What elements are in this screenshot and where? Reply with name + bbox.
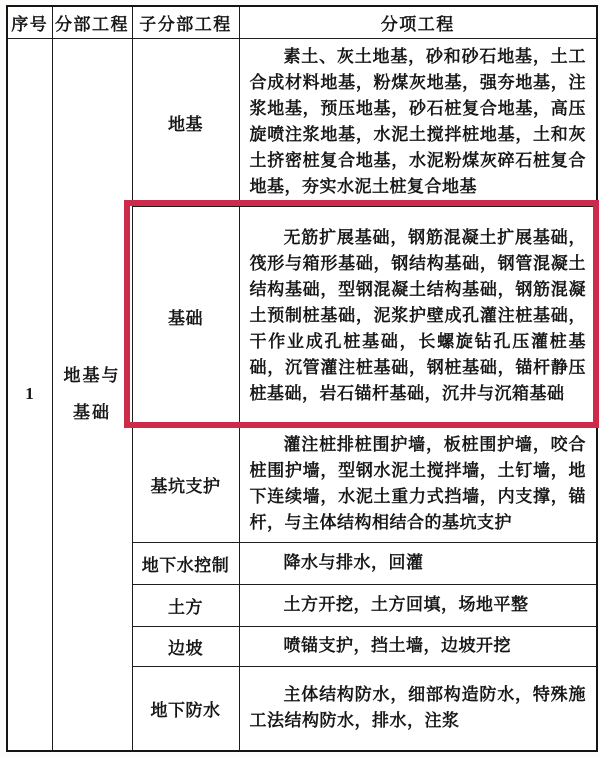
- header-division-work: 分部工程: [52, 6, 132, 38]
- table-header-row: [7, 6, 597, 38]
- header-serial-number: 序号: [7, 6, 52, 38]
- header-itemized-work: 分项工程: [239, 6, 597, 38]
- itemized-work-text: 喷锚支护，挡土墙，边坡开挖: [283, 636, 511, 655]
- itemized-work-cell: [239, 206, 597, 426]
- itemized-work-text: 灌注桩排桩围护墙，板桩围护墙，咬合桩围护墙，型钢水泥土搅拌墙，土钉墙，地下连续墙，水泥土重力式挡墙，内支撑，锚杆，与主体结构相结合的基坑支护: [249, 435, 586, 532]
- sub-division-label-diji: 地基: [132, 38, 239, 206]
- itemized-work-cell: [239, 666, 597, 751]
- sub-division-label-tufang: 土方: [132, 584, 239, 626]
- sub-division-label-dixiashuikongzhi: 地下水控制: [132, 542, 239, 584]
- itemized-work-text: 无筋扩展基础，钢筋混凝土扩展基础，筏形与箱形基础，钢结构基础，钢管混凝土结构基础，型钢混凝土结构基础，钢筋混凝土预制桩基础，泥浆护壁成孔灌注桩基础，干作业成孔桩基础，长螺旋钻孔压灌桩基础，沉管灌注桩基础，钢桩基础，锚杆静压桩基础，岩石锚杆基础，沉井与沉箱基础: [249, 228, 586, 403]
- table-row: [7, 38, 597, 206]
- itemized-work-cell: [239, 38, 597, 206]
- itemized-work-text: 素土、灰土地基，砂和砂石地基，土工合成材料地基，粉煤灰地基，强夯地基，注浆地基，预压地基，砂石桩复合地基，高压旋喷注浆地基，水泥土搅拌桩地基，土和灰土挤密桩复合地基，水泥粉煤灰碎石桩复合地基，夯实水泥土桩复合地基: [249, 47, 586, 196]
- itemized-work-text: 土方开挖，土方回填，场地平整: [283, 595, 529, 614]
- sub-division-label-dixiafangshui: 地下防水: [132, 666, 239, 751]
- division-work-table: [6, 5, 598, 752]
- division-work-line: 地基与: [63, 365, 121, 385]
- sub-division-label-jichu: 基础: [132, 206, 239, 426]
- itemized-work-cell: [239, 626, 597, 666]
- itemized-work-cell: [239, 542, 597, 584]
- sub-division-label-jikeng: 基坑支护: [132, 426, 239, 542]
- division-work-cell: [52, 38, 132, 751]
- itemized-work-cell: [239, 426, 597, 542]
- itemized-work-text: 主体结构防水，细部构造防水，特殊施工法结构防水，排水，注浆: [249, 685, 586, 731]
- serial-number-cell: 1: [7, 38, 52, 751]
- header-sub-division-work: 子分部工程: [132, 6, 239, 38]
- sub-division-label-bianpo: 边坡: [132, 626, 239, 666]
- division-work-line: 基础: [73, 403, 111, 423]
- itemized-work-text: 降水与排水，回灌: [283, 553, 424, 572]
- itemized-work-cell: [239, 584, 597, 626]
